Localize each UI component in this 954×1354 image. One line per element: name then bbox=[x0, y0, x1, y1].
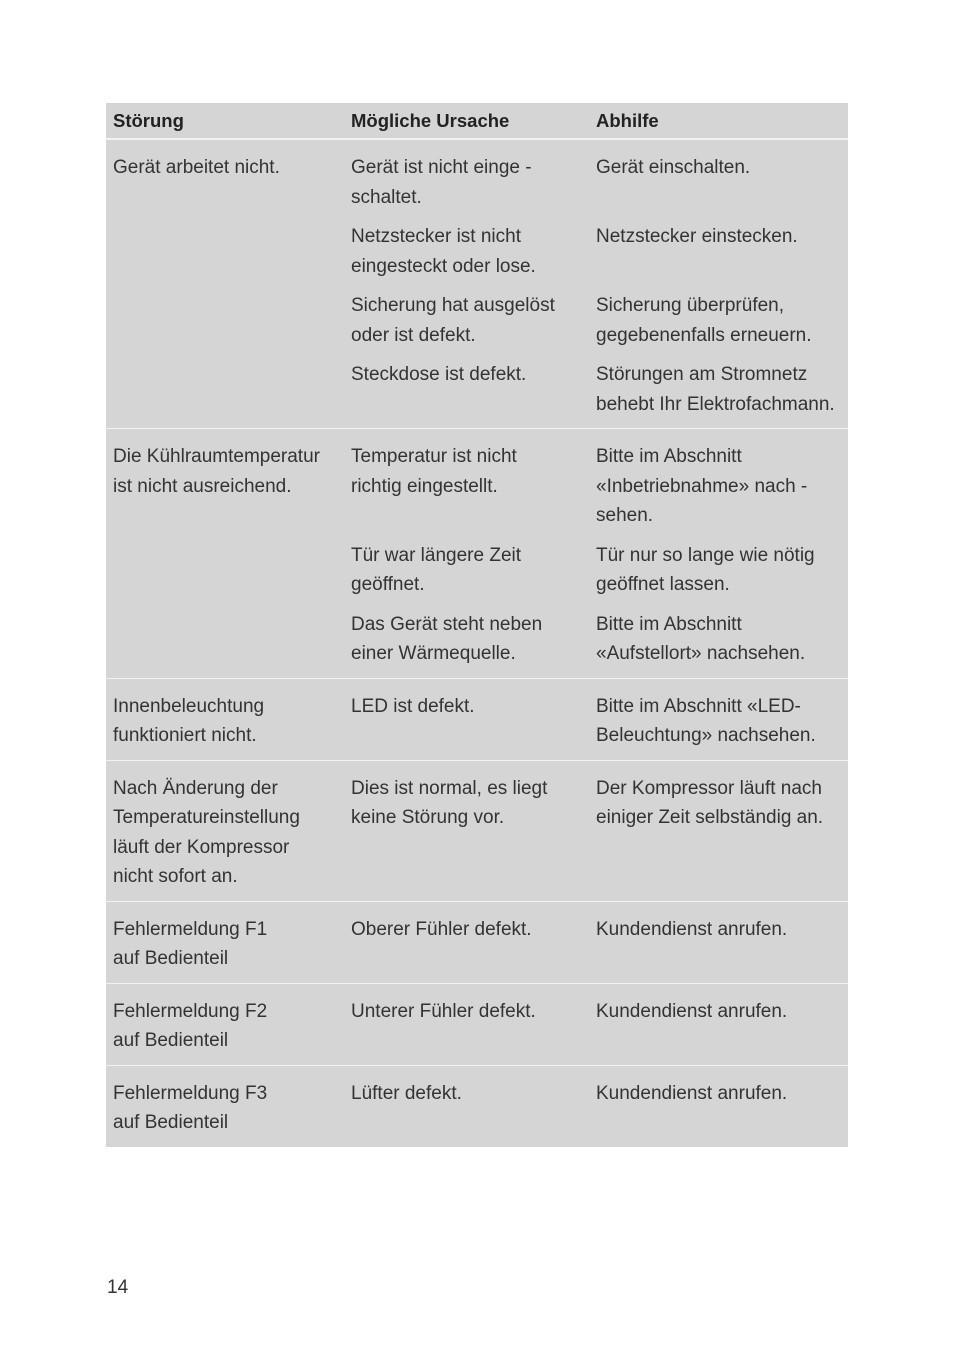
header-ursache: Mögliche Ursache bbox=[351, 109, 510, 131]
cause-remedy-pair bbox=[344, 442, 848, 531]
cause-cell: LED ist defekt. bbox=[351, 695, 475, 717]
table-row bbox=[106, 983, 848, 1065]
cause-cell: Dies ist normal, es liegt keine Störung vor. bbox=[351, 777, 548, 828]
cause-remedy-pair bbox=[344, 541, 848, 600]
problem-cell: Gerät arbeitet nicht. bbox=[113, 157, 280, 178]
cause-remedy-pair bbox=[344, 291, 848, 350]
remedy-cell: Bitte im Abschnitt «LED- Beleuchtung» nachsehen. bbox=[596, 695, 816, 746]
remedy-cell: Bitte im Abschnitt «Inbetriebnahme» nach - sehen. bbox=[596, 446, 808, 526]
problem-cell: Fehlermeldung F2 auf Bedienteil bbox=[113, 1000, 268, 1051]
header-abhilfe: Abhilfe bbox=[596, 109, 659, 131]
remedy-cell: Der Kompressor läuft nach einiger Zeit selbständig an. bbox=[596, 777, 824, 828]
cause-remedy-pair bbox=[344, 692, 848, 751]
cause-remedy-pair bbox=[344, 1079, 848, 1109]
cause-remedy-pair bbox=[344, 610, 848, 669]
problem-cell: Fehlermeldung F3 auf Bedienteil bbox=[113, 1082, 268, 1133]
cause-cell: Das Gerät steht neben einer Wärmequelle. bbox=[351, 613, 543, 664]
remedy-cell: Gerät einschalten. bbox=[596, 157, 751, 178]
table-row bbox=[106, 678, 848, 760]
cause-remedy-pair bbox=[344, 774, 848, 833]
remedy-cell: Tür nur so lange wie nötig geöffnet lassen. bbox=[596, 544, 815, 595]
table-row bbox=[106, 428, 848, 678]
remedy-cell: Kundendienst anrufen. bbox=[596, 918, 788, 940]
remedy-cell: Netzstecker einstecken. bbox=[596, 226, 798, 247]
cause-cell: Oberer Fühler defekt. bbox=[351, 918, 532, 940]
table-row bbox=[106, 901, 848, 983]
remedy-cell: Störungen am Stromnetz behebt Ihr Elektrofachmann. bbox=[596, 364, 835, 415]
problem-cell: Die Kühlraumtemperatur ist nicht ausreichend. bbox=[113, 446, 320, 497]
cause-cell: Steckdose ist defekt. bbox=[351, 364, 527, 385]
remedy-cell: Kundendienst anrufen. bbox=[596, 1000, 788, 1022]
table-row bbox=[106, 1065, 848, 1147]
cause-remedy-pair bbox=[344, 222, 848, 281]
problem-cell: Nach Änderung der Temperatureinstellung läuft der Kompressor nicht sofort an. bbox=[113, 777, 300, 887]
table-header bbox=[106, 103, 848, 139]
cause-cell: Tür war längere Zeit geöffnet. bbox=[351, 544, 522, 595]
header-stoerung: Störung bbox=[113, 109, 184, 131]
cause-remedy-pair bbox=[344, 997, 848, 1027]
cause-remedy-pair bbox=[344, 360, 848, 419]
problem-cell: Fehlermeldung F1 auf Bedienteil bbox=[113, 918, 268, 969]
remedy-cell: Sicherung überprüfen, gegebenenfalls erneuern. bbox=[596, 295, 812, 346]
cause-cell: Temperatur ist nicht richtig eingestellt. bbox=[351, 446, 517, 497]
table-row bbox=[106, 139, 848, 428]
remedy-cell: Kundendienst anrufen. bbox=[596, 1082, 788, 1104]
cause-cell: Lüfter defekt. bbox=[351, 1082, 462, 1104]
problem-cell: Innenbeleuchtung funktioniert nicht. bbox=[113, 695, 265, 746]
troubleshooting-table bbox=[106, 103, 848, 1147]
cause-cell: Sicherung hat ausgelöst oder ist defekt. bbox=[351, 295, 555, 346]
page-number: 14 bbox=[107, 1277, 129, 1298]
cause-remedy-pair bbox=[344, 915, 848, 945]
remedy-cell: Bitte im Abschnitt «Aufstellort» nachsehen. bbox=[596, 613, 806, 664]
cause-remedy-pair bbox=[344, 153, 848, 212]
table-row bbox=[106, 760, 848, 901]
cause-cell: Unterer Fühler defekt. bbox=[351, 1000, 536, 1022]
cause-cell: Netzstecker ist nicht eingesteckt oder lose. bbox=[351, 226, 536, 277]
cause-cell: Gerät ist nicht einge - schaltet. bbox=[351, 157, 532, 208]
